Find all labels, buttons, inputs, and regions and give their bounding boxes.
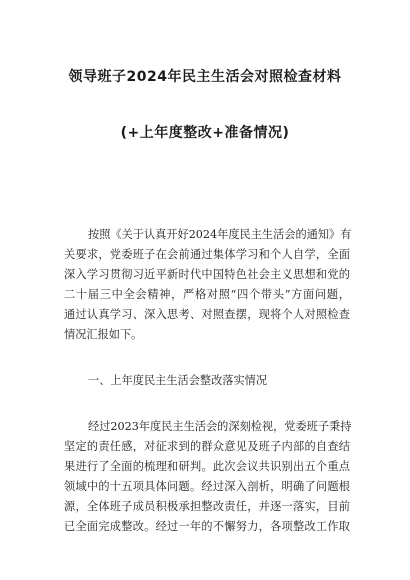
intro-line: 情况汇报如下。 (64, 328, 143, 341)
section-line: 已全面完成整改。经过一年的不懈努力，各项整改工作取 (64, 520, 350, 533)
intro-line: 通过认真学习、深入思考、对照查摆，现将个人对照检查 (64, 308, 350, 321)
intro-line: 深入学习贯彻习近平新时代中国特色社会主义思想和党的 (64, 268, 350, 281)
section-line: 坚定的责任感，对征求到的群众意见及班子内部的自查结 (64, 440, 350, 453)
intro-line: 关要求，党委班子在会前通过集体学习和个人自学，全面 (64, 248, 350, 261)
section-heading: 一、上年度民主生活会整改落实情况 (88, 374, 268, 387)
section-line: 源，全体班子成员积极承担整改责任，并逐一落实，目前 (64, 500, 350, 513)
intro-line: 按照《关于认真开好2024年度民主生活会的通知》有 (88, 228, 352, 241)
document-subtitle: (+上年度整改+准备情况) (120, 125, 290, 141)
section-line: 经过2023年度民主生活会的深刻检视，党委班子秉持 (88, 420, 352, 433)
section-line: 领域中的十五项具体问题。经过深入剖析，明确了问题根 (64, 480, 350, 493)
document-title: 领导班子2024年民主生活会对照检查材料 (68, 69, 342, 85)
intro-line: 二十届三中全会精神，严格对照“四个带头”方面问题， (64, 288, 350, 301)
section-line: 果进行了全面的梳理和研判。此次会议共识别出五个重点 (64, 460, 350, 473)
